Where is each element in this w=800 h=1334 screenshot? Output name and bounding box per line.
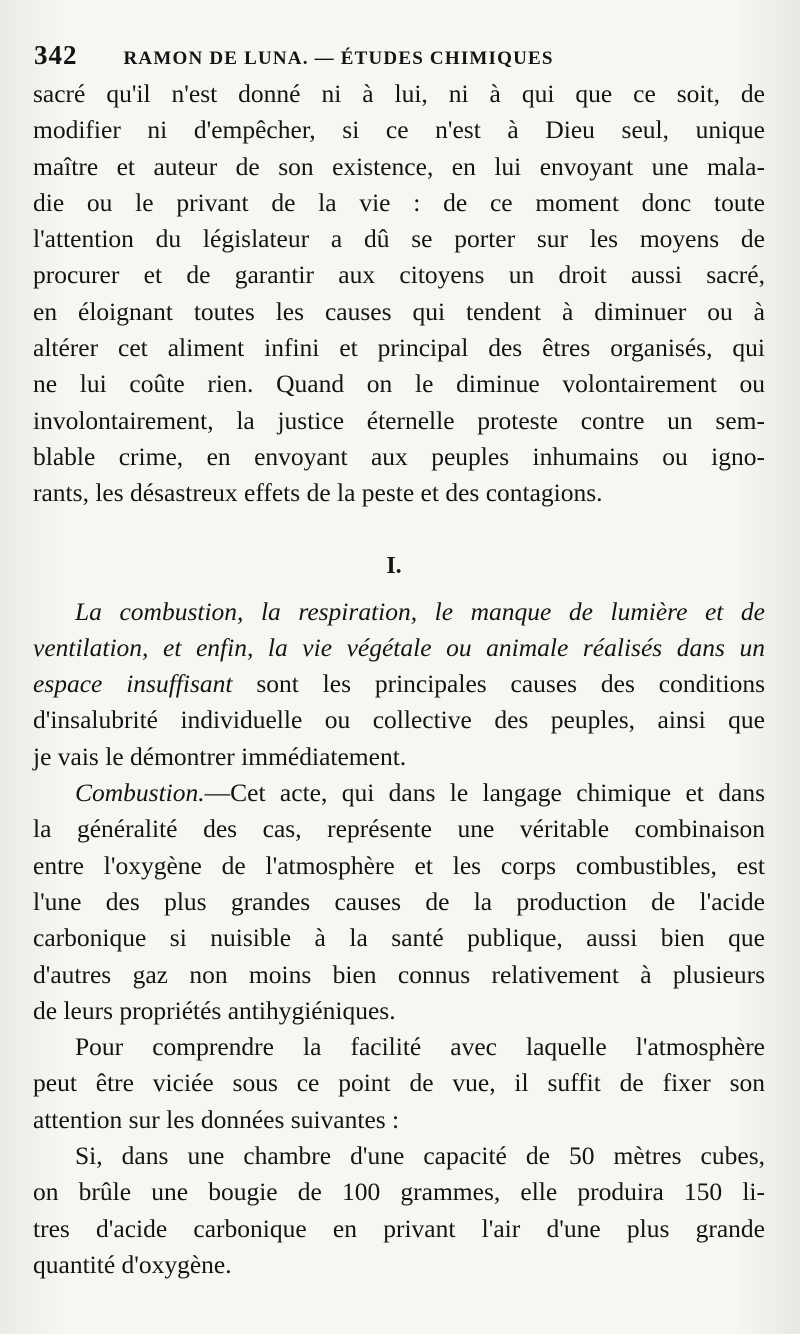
text-line: die ou le privant de la vie : de ce moment donc toute [33,187,765,217]
text-line: altérer cet aliment infini et principal des êtres organisés, qui [33,333,765,363]
text-line: blable crime, en envoyant aux peuples inhumains ou igno- [33,441,765,471]
page-number: 342 [34,40,78,70]
text-line: sacré qu'il n'est donné ni à lui, ni à qui que ce soit, de [33,79,765,108]
text-line: rants, les désastreux effets de la peste et des contagions. [33,478,603,508]
text-line: ne lui coûte rien. Quand on le diminue volontairement ou [33,369,765,399]
text-line: de leurs propriétés antihygiéniques. [33,995,396,1025]
body-text [33,76,765,1283]
text-line: ventilation, et enfin, la vie végétale ou animale réalisés dans un [33,632,765,662]
text-line: la généralité des cas, représente une véritable combinaison [33,814,765,844]
text-line: tres d'acide carbonique en privant l'air d'une plus grande [33,1213,765,1243]
text-line: Pour comprendre la facilité avec laquelle l'atmosphère [75,1032,765,1062]
text-line: maître et auteur de son existence, en lui envoyant une mala- [33,151,765,181]
text-line: d'insalubrité individuelle ou collective des peuples, ainsi que [33,705,765,735]
text-span: sont les principales causes des conditions [232,669,765,699]
term-combustion: Combustion. [75,778,205,808]
section-heading: I. [386,552,402,579]
paragraph-combustion [33,775,765,1029]
text-line: carbonique si nuisible à la santé publique, aussi bien que [33,923,765,953]
text-line: entre l'oxygène de l'atmosphère et les corps combustibles, est [33,850,765,880]
running-head: RAMON DE LUNA. — ÉTUDES CHIMIQUES [123,48,554,69]
text-line: attention sur les données suivantes : [33,1104,400,1134]
text-line: La combustion, la respiration, le manque de lumière et de [75,596,765,626]
paragraph-facility [33,1029,765,1138]
text-line: Si, dans une chambre d'une capacité de 50 mètres cubes, [75,1141,765,1171]
text-line: d'autres gaz non moins bien connus relativement à plusieurs [33,959,765,989]
text-line: on brûle une bougie de 100 grammes, elle produira 150 li- [33,1177,765,1207]
text-line [33,775,765,811]
text-line: procurer et de garantir aux citoyens un droit aussi sacré, [33,260,765,290]
text-line: modifier ni d'empêcher, si ce n'est à Dieu seul, unique [33,115,765,145]
text-line: en éloignant toutes les causes qui tendent à diminuer ou à [33,296,765,326]
text-line: involontairement, la justice éternelle proteste contre un sem- [33,405,765,435]
text-line: l'attention du législateur a dû se porter sur les moyens de [33,224,765,254]
text-line: peut être viciée sous ce point de vue, il suffit de fixer son [33,1068,765,1098]
paragraph-continuation [33,76,765,512]
text-line [33,666,765,702]
page-header [34,40,774,76]
text-line: je vais le démontrer immédiatement. [33,741,407,771]
text-line: l'une des plus grandes causes de la production de l'acide [33,886,765,916]
italic-phrase: espace insuffisant [33,669,233,699]
text-span: —Cet acte, qui dans le langage chimique et dans [204,778,765,808]
text-line: quantité d'oxygène. [33,1249,232,1279]
paragraph-intro [33,594,765,775]
paragraph-candle-example [33,1138,765,1283]
